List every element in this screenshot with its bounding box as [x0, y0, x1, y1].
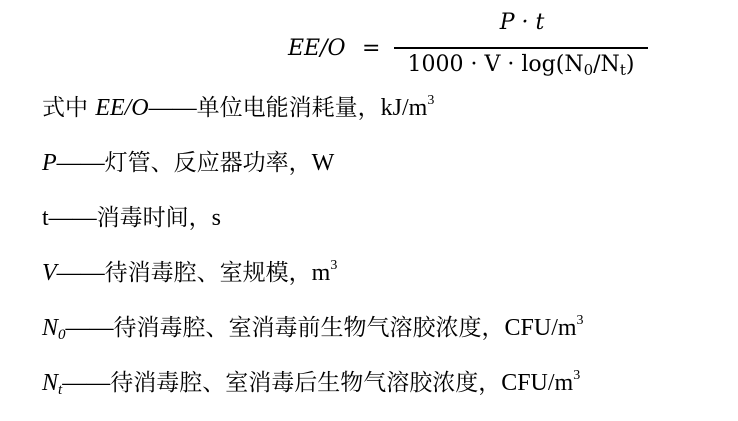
definition-ee-o: 式中 EE/O——单位电能消耗量，$kJ/m^3$ — [42, 93, 435, 121]
formula-denominator: $1000 \cdot V \cdot \log(N_0/N_t)$ — [407, 52, 635, 79]
formula-numerator: P · t — [499, 10, 545, 35]
definition-n0: $N_0——$待消毒腔、室消毒前生物气溶胶浓度，CFU/$m^3$ — [42, 313, 584, 343]
efficiency-formula — [256, 10, 656, 90]
definition-p: P——灯管、反应器功率，W — [42, 150, 335, 176]
fraction-bar — [394, 47, 648, 49]
definition-nt: $N_t——$待消毒腔、室消毒后生物气溶胶浓度，CFU/$m^3$ — [42, 368, 581, 398]
definition-v: V——待消毒腔、室规模，$m^3$ — [42, 258, 338, 286]
formula-equals: = — [362, 36, 381, 61]
formula-lhs: EE/O — [288, 36, 346, 61]
definition-t: t——消毒时间，s — [42, 205, 222, 231]
